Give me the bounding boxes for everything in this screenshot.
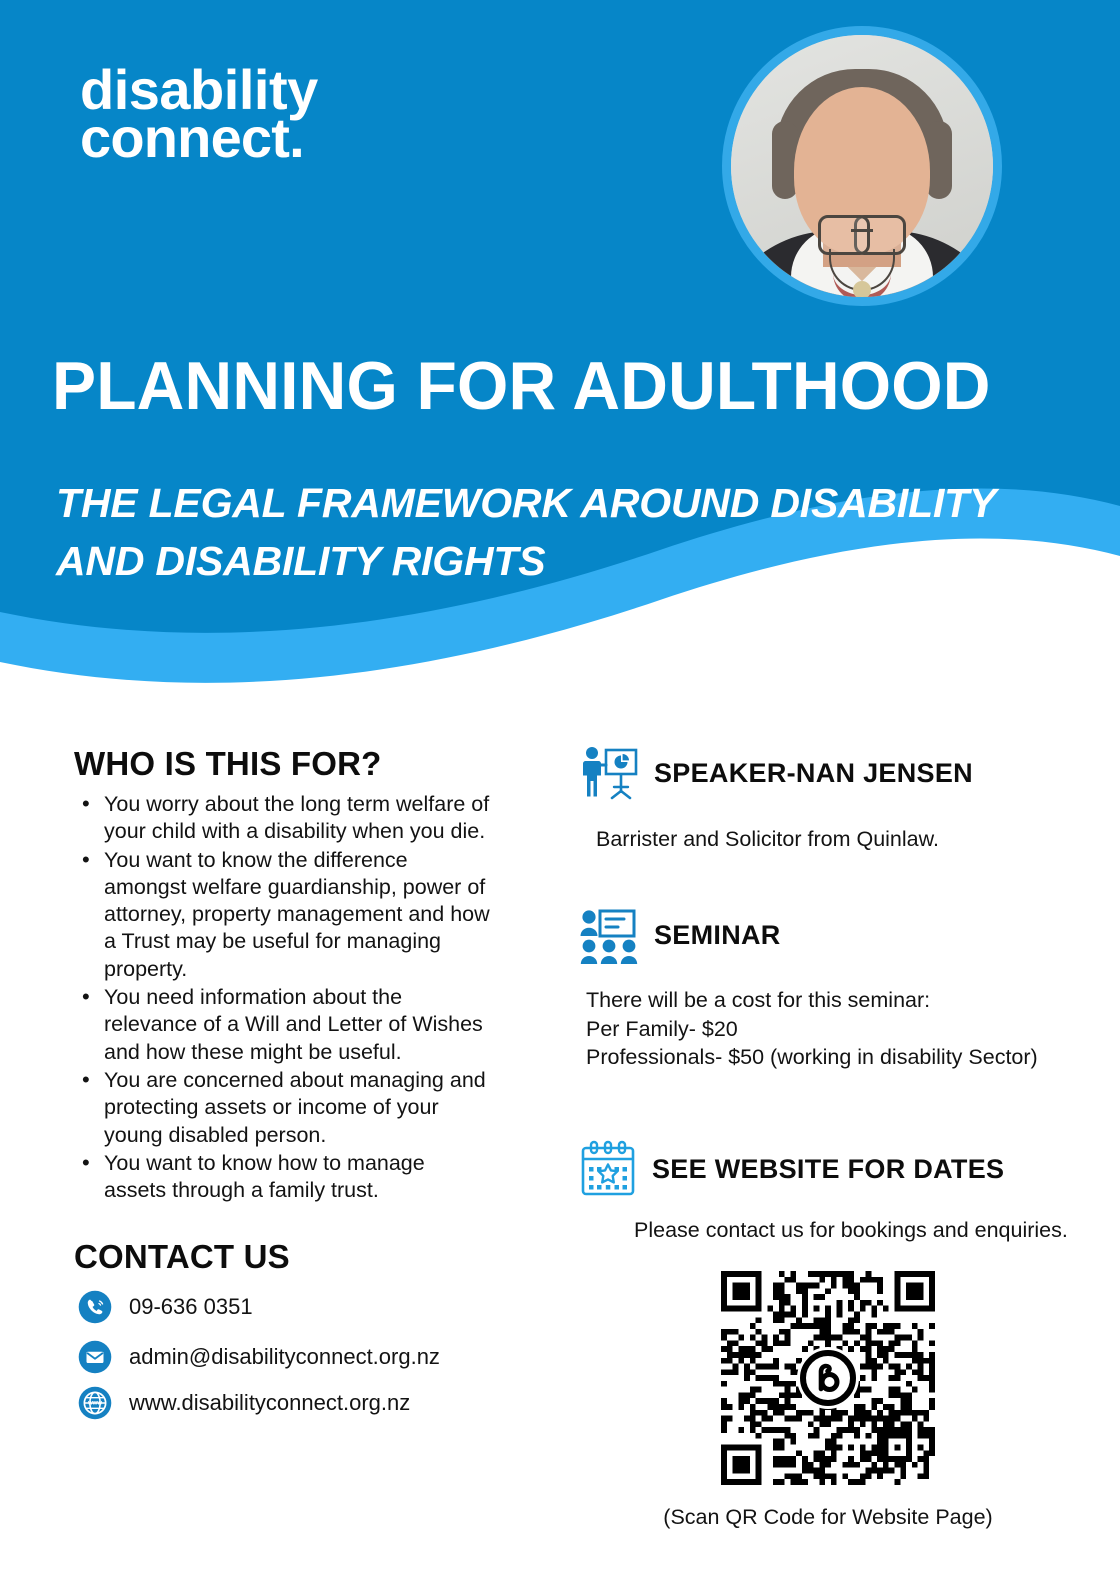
qr-code[interactable] <box>721 1271 935 1485</box>
who-is-this-for-heading: WHO IS THIS FOR? <box>74 745 382 782</box>
seminar-heading: SEMINAR <box>654 920 781 951</box>
qr-logo <box>797 1347 859 1409</box>
seminar-pricing <box>586 986 1078 1072</box>
speaker-block <box>578 745 1078 854</box>
bitly-b-icon <box>799 1349 857 1407</box>
audience-presentation-icon <box>578 908 640 964</box>
page-subtitle-line-2: AND DISABILITY RIGHTS <box>56 538 546 585</box>
dates-block <box>578 1140 1078 1243</box>
list-item: • You want to know the difference amongst welfare guardianship, power of attorney, property management and how a Trust may be useful for managing property. <box>104 847 490 983</box>
who-is-this-for-list <box>70 791 490 1204</box>
logo-line-1: disability <box>80 58 318 121</box>
contact-email-text: admin@disabilityconnect.org.nz <box>129 1344 440 1370</box>
right-column <box>578 745 1078 1530</box>
page-subtitle <box>56 474 1076 590</box>
calendar-star-icon <box>578 1140 638 1198</box>
email-icon <box>78 1340 112 1374</box>
contact-us-heading: CONTACT US <box>74 1238 290 1276</box>
list-item: • You want to know how to manage assets through a family trust. <box>104 1150 490 1205</box>
brand-logo <box>80 58 410 170</box>
page-title: PLANNING FOR ADULTHOOD <box>52 348 991 424</box>
contact-phone-text: 09-636 0351 <box>129 1294 253 1320</box>
dates-note: Please contact us for bookings and enquiries. <box>634 1218 1068 1243</box>
speaker-heading: SPEAKER-NAN JENSEN <box>654 757 973 788</box>
qr-code-wrapper <box>578 1271 1078 1485</box>
globe-icon <box>78 1386 112 1420</box>
seminar-heading-row <box>578 908 1078 964</box>
poster-header <box>0 0 1120 730</box>
speaker-photo-frame <box>722 26 1002 306</box>
list-item: • You are concerned about managing and protecting assets or income of your young disabled person. <box>104 1067 490 1149</box>
dates-heading-row <box>578 1140 1078 1198</box>
dates-heading: SEE WEBSITE FOR DATES <box>652 1153 1005 1184</box>
qr-caption: (Scan QR Code for Website Page) <box>663 1505 993 1530</box>
contact-website-text: www.disabilityconnect.org.nz <box>129 1390 411 1416</box>
left-column <box>70 745 490 1420</box>
page-subtitle-line-1: THE LEGAL FRAMEWORK AROUND DISABILITY <box>56 480 997 526</box>
logo-line-2: connect. <box>80 106 304 170</box>
photo-necklace-pendant <box>853 281 871 297</box>
speaker-heading-row <box>578 745 1078 801</box>
seminar-professional-price: Professionals- $50 (working in disability Sector) <box>586 1045 1038 1070</box>
photo-face <box>794 87 930 255</box>
svg-text:www: www <box>87 1401 103 1408</box>
photo-glasses-bridge <box>851 229 873 232</box>
contact-email-row[interactable] <box>70 1340 490 1374</box>
speaker-photo <box>731 35 993 297</box>
seminar-family-price: Per Family- $20 <box>586 1016 738 1041</box>
seminar-cost-line: There will be a cost for this seminar: <box>586 987 931 1012</box>
phone-icon <box>78 1290 112 1324</box>
contact-phone-row[interactable] <box>70 1290 490 1324</box>
seminar-block <box>578 908 1078 1072</box>
list-item: • You need information about the relevance of a Will and Letter of Wishes and how these might be useful. <box>104 984 490 1066</box>
presenter-icon <box>578 745 640 801</box>
contact-website-row[interactable] <box>70 1386 490 1420</box>
list-item: • You worry about the long term welfare of your child with a disability when you die. <box>104 791 490 846</box>
speaker-description: Barrister and Solicitor from Quinlaw. <box>596 827 939 851</box>
